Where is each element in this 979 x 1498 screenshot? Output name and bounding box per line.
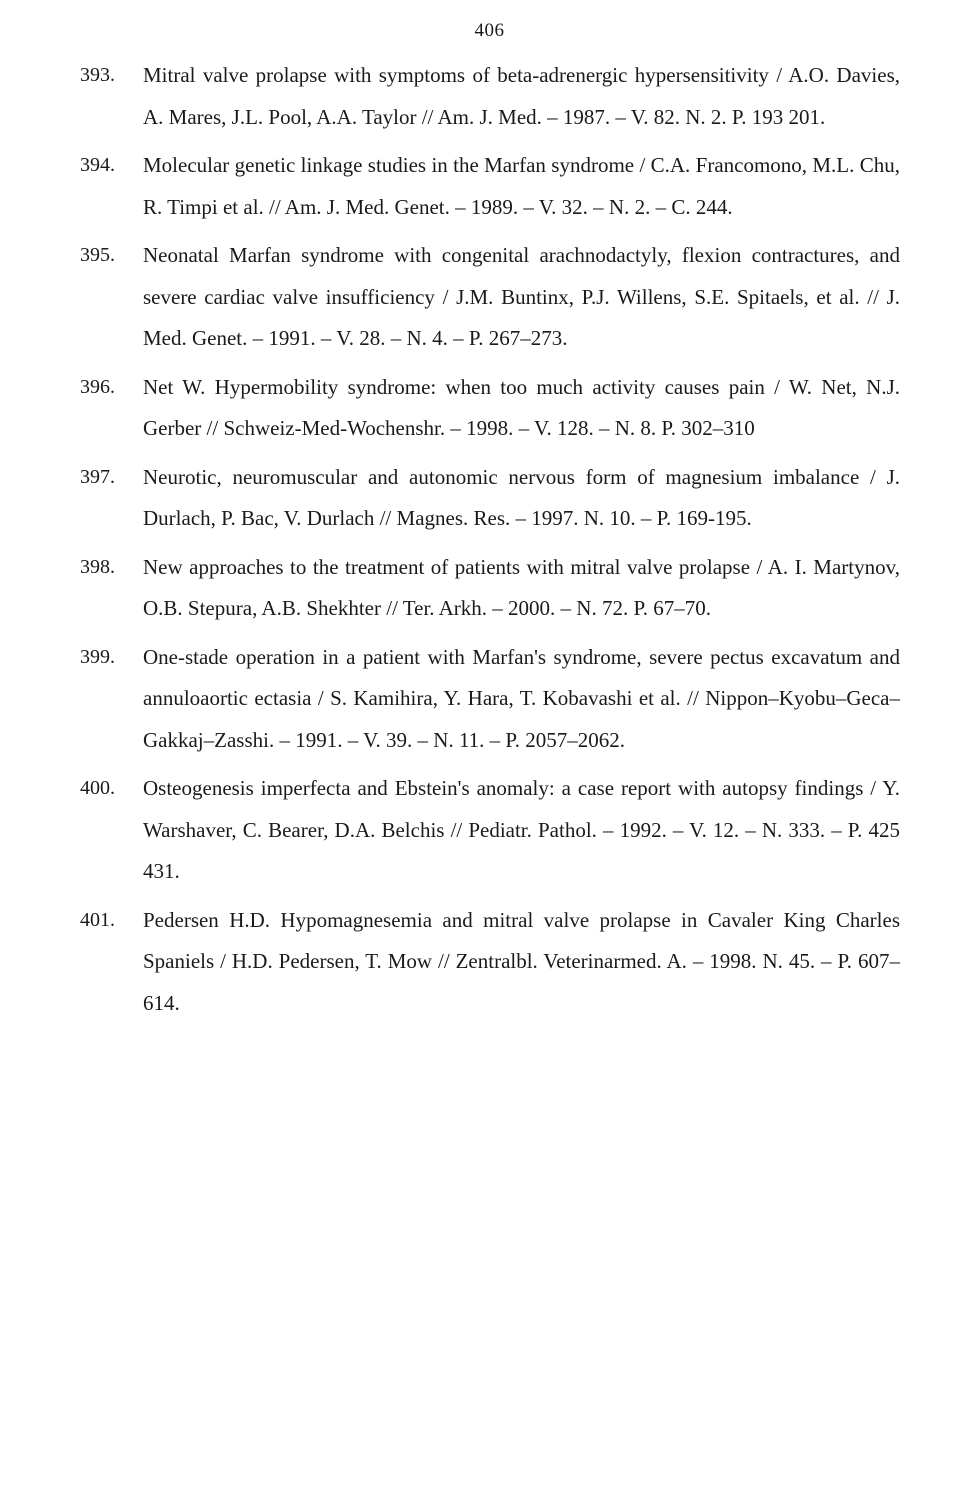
reference-text: Neurotic, neuromuscular and autonomic nervous form of magnesium imbalance / J. Durlach, P. Bac, V. Durlach // Magnes. Res. – 1997. N. 10. – P. 169-195. [143,464,900,530]
reference-number: 398. [80,555,115,578]
reference-text: One-stade operation in a patient with Marfan's syndrome, severe pectus excavatum and annuloaortic ectasia / S. Kamihira, Y. Hara, T. Kobavashi et al. // Nippon–Kyobu–Geca–Gakkaj–Zasshi. – 1991. – V. 39. – N. 11. – P. 2057–2062. [143,644,900,752]
reference-number: 399. [80,645,115,668]
reference-text: Neonatal Marfan syndrome with congenital arachnodactyly, flexion contractures, and severe cardiac valve insufficiency / J.M. Buntinx, P.J. Willens, S.E. Spitaels, et al. // J. Med. Genet. – 1991. – V. 28. – N. 4. – P. 267–273. [143,243,900,350]
reference-text: Pedersen H.D. Hypomagnesemia and mitral valve prolapse in Cavaler King Charles Spaniels / H.D. Pedersen, T. Mow // Zentralbl. Veterinarmed. A. – 1998. N. 45. – P. 607–614. [143,907,900,1015]
reference-text: Mitral valve prolapse with symptoms of beta-adrenergic hypersensitivity / A.O. Davies, A. Mares, J.L. Pool, A.A. Taylor // Am. J. Med. – 1987. – V. 82. N. 2. P. 193 201. [143,63,900,129]
reference-list [80,55,900,1031]
reference-item [80,637,900,762]
reference-item [80,768,900,893]
reference-number: 396. [80,375,115,398]
reference-item [80,457,900,540]
reference-item [80,900,900,1025]
reference-number: 393. [80,64,115,86]
reference-item [80,145,900,228]
reference-number: 397. [80,465,115,488]
reference-item [80,235,900,360]
reference-text: Osteogenesis imperfecta and Ebstein's anomaly: a case report with autopsy findings / Y. Warshaver, C. Bearer, D.A. Belchis // Pediatr. Pathol. – 1992. – V. 12. – N. 333. – P. 425 431. [143,776,900,883]
reference-item [80,547,900,630]
reference-number: 394. [80,154,115,176]
reference-item [80,55,900,138]
page-number: 406 [474,20,505,41]
reference-number: 400. [80,777,115,799]
reference-text: Molecular genetic linkage studies in the Marfan syndrome / C.A. Francomono, M.L. Chu, R. Timpi et al. // Am. J. Med. Genet. – 1989. – V. 32. – N. 2. – C. 244. [143,153,900,219]
reference-item [80,367,900,450]
reference-text: Net W. Hypermobility syndrome: when too much activity causes pain / W. Net, N.J. Gerber // Schweiz-Med-Wochenshr. – 1998. – V. 128. – N. 8. P. 302–310 [143,374,900,440]
reference-text: New approaches to the treatment of patients with mitral valve prolapse / A. I. Martynov, O.B. Stepura, A.B. Shekhter // Ter. Arkh. – 2000. – N. 72. P. 67–70. [143,554,900,620]
reference-number: 401. [80,908,115,931]
reference-number: 395. [80,244,115,266]
